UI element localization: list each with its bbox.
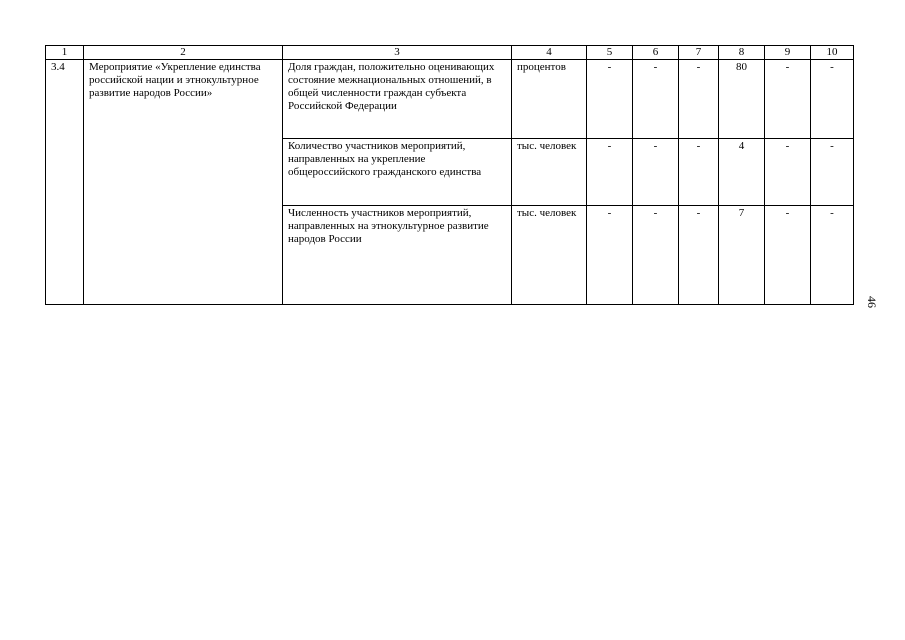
value-cell-10: - <box>811 60 854 139</box>
column-number-3: 3 <box>283 46 512 60</box>
indicator-name: Количество участников мероприятий, направленных на укрепление общероссийского гражданского единства <box>283 139 512 206</box>
value-cell-6: - <box>633 139 679 206</box>
table-row <box>46 60 854 139</box>
value-cell-5: - <box>587 206 633 305</box>
value-cell-6: - <box>633 206 679 305</box>
value-cell-8: 4 <box>719 139 765 206</box>
unit-cell: тыс. человек <box>512 139 587 206</box>
page-number: 46 <box>865 296 879 308</box>
value-cell-6: - <box>633 60 679 139</box>
indicators-table <box>45 45 854 305</box>
value-cell-9: - <box>765 60 811 139</box>
value-cell-7: - <box>679 139 719 206</box>
indicator-name: Численность участников мероприятий, направленных на этнокультурное развитие народов России <box>283 206 512 305</box>
value-cell-9: - <box>765 206 811 305</box>
column-number-6: 6 <box>633 46 679 60</box>
value-cell-8: 80 <box>719 60 765 139</box>
indicator-name: Доля граждан, положительно оценивающих состояние межнациональных отношений, в общей численности граждан субъекта Российской Федерации <box>283 60 512 139</box>
item-number: 3.4 <box>46 60 84 305</box>
unit-cell: тыс. человек <box>512 206 587 305</box>
column-number-7: 7 <box>679 46 719 60</box>
column-number-header-row <box>46 46 854 60</box>
column-number-8: 8 <box>719 46 765 60</box>
column-number-10: 10 <box>811 46 854 60</box>
column-number-1: 1 <box>46 46 84 60</box>
value-cell-5: - <box>587 60 633 139</box>
column-number-5: 5 <box>587 46 633 60</box>
value-cell-7: - <box>679 206 719 305</box>
column-number-4: 4 <box>512 46 587 60</box>
value-cell-8: 7 <box>719 206 765 305</box>
unit-cell: процентов <box>512 60 587 139</box>
value-cell-10: - <box>811 206 854 305</box>
value-cell-5: - <box>587 139 633 206</box>
value-cell-7: - <box>679 60 719 139</box>
activity-name: Мероприятие «Укрепление единства российской нации и этнокультурное развитие народов России» <box>84 60 283 305</box>
value-cell-10: - <box>811 139 854 206</box>
value-cell-9: - <box>765 139 811 206</box>
column-number-9: 9 <box>765 46 811 60</box>
column-number-2: 2 <box>84 46 283 60</box>
